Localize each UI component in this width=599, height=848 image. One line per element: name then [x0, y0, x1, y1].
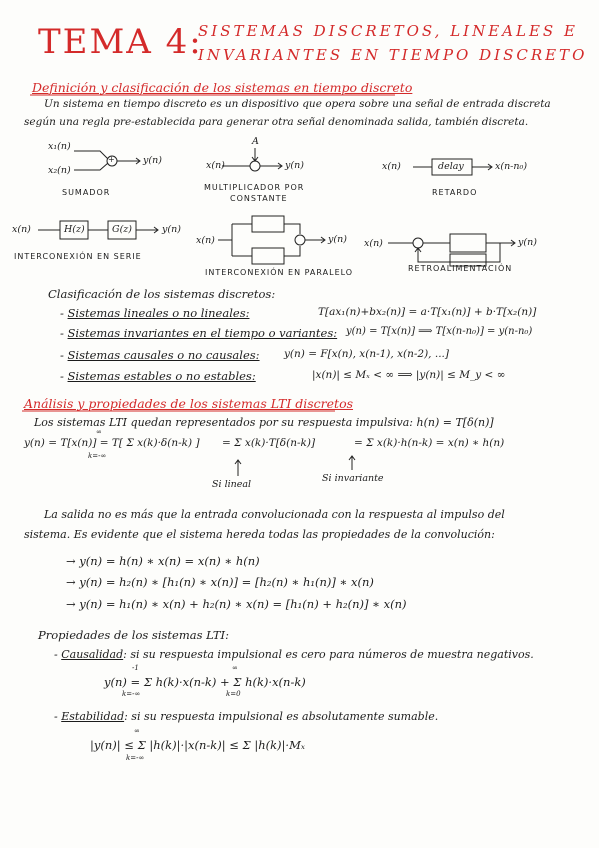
conv-right: = Σ x(k)·h(n-k) = x(n) ∗ h(n) [354, 437, 505, 449]
causalidad-label: Causalidad [61, 648, 124, 661]
conv-sum1-bottom: k=-∞ [88, 452, 107, 460]
estabilidad-line: - Estabilidad: si su respuesta impulsional es absolutamente sumable. [54, 710, 439, 723]
conv-mid: = Σ x(k)·T[δ(n-k)] [222, 437, 316, 449]
lti-props-heading: Propiedades de los sistemas LTI: [38, 628, 229, 642]
serie-box2: G(z) [112, 224, 133, 235]
section1-intro-line1: Un sistema en tiempo discreto es un dispositivo que opera sobre una señal de entrada discreta [44, 98, 551, 110]
conv-prop-2-text: y(n) = h₂(n) ∗ [h₁(n) ∗ x(n)] = [h₂(n) ∗ h₁(n)] ∗ x(n) [79, 575, 374, 589]
section2-heading: Análisis y propiedades de los sistemas LTI discretos [24, 396, 354, 411]
class-item-invariant-name: Sistemas invariantes en el tiempo o variantes: [67, 326, 338, 340]
causalidad-sum1-top: -1 [132, 664, 139, 672]
class-item-stable-formula: |x(n)| ≤ Mₓ < ∞ ⟹ |y(n)| ≤ M_y < ∞ [312, 369, 506, 381]
class-item-linear-name: Sistemas lineales o no lineales: [67, 306, 250, 320]
conv-prop-3: → y(n) = h₁(n) ∗ x(n) + h₂(n) ∗ x(n) = [h₁(n) + h₂(n)] ∗ x(n) [66, 597, 407, 611]
retro-output: y(n) [518, 237, 537, 248]
class-item-causal-name: Sistemas causales o no causales: [67, 348, 260, 362]
estabilidad-label: Estabilidad [61, 710, 125, 723]
retardo-label: RETARDO [432, 188, 478, 197]
section2-para-line1: La salida no es más que la entrada convolucionada con la respuesta al impulso del [44, 508, 505, 521]
note-si-lineal: Si lineal [212, 479, 252, 490]
title-line-1: SISTEMAS DISCRETOS, LINEALES E [198, 22, 578, 40]
classification-heading: Clasificación de los sistemas discretos: [48, 287, 276, 301]
paralelo-output: y(n) [328, 234, 347, 245]
estabilidad-equation: |y(n)| ≤ Σ |h(k)|·|x(n-k)| ≤ Σ |h(k)|·Mₓ [90, 738, 305, 752]
multiplicador-label-1: MULTIPLICADOR POR [204, 183, 305, 192]
conv-prop-2: → y(n) = h₂(n) ∗ [h₁(n) ∗ x(n)] = [h₂(n) ∗ h₁(n)] ∗ x(n) [66, 575, 374, 589]
sumador-input1: x₁(n) [48, 141, 71, 152]
causalidad-sum2-top: ∞ [232, 664, 238, 672]
estabilidad-sum1-bottom: k=-∞ [126, 754, 145, 762]
serie-box1: H(z) [64, 224, 85, 235]
class-item-linear-formula: T[ax₁(n)+bx₂(n)] = a·T[x₁(n)] + b·T[x₂(n)] [318, 306, 537, 318]
retardo-input: x(n) [382, 161, 401, 172]
causalidad-text: : si su respuesta impulsional es cero para números de muestra negativos. [123, 648, 534, 661]
sumador-output: y(n) [143, 155, 162, 166]
conv-prop-1: → y(n) = h(n) ∗ x(n) = x(n) ∗ h(n) [66, 554, 260, 568]
causalidad-equation: y(n) = Σ h(k)·x(n-k) + Σ h(k)·x(n-k) [104, 675, 306, 689]
multiplicador-output: y(n) [285, 160, 304, 171]
retro-input: x(n) [364, 238, 383, 249]
multiplicador-gain: A [252, 136, 259, 147]
multiplicador-label-2: CONSTANTE [230, 194, 288, 203]
estabilidad-text: : si su respuesta impulsional es absolutamente sumable. [124, 710, 439, 723]
serie-output: y(n) [162, 224, 181, 235]
sumador-plus-sign: + [108, 155, 115, 164]
section1-intro-line2: según una regla pre-establecida para generar otra señal denominada salida, también discreta. [24, 116, 529, 128]
note-si-invariante: Si invariante [322, 473, 384, 484]
class-item-stable-name: Sistemas estables o no estables: [67, 369, 256, 383]
page-title: TEMA 4: [38, 22, 203, 62]
conv-sum1-top: ∞ [96, 428, 102, 436]
causalidad-sum1-bottom: k=-∞ [122, 690, 141, 698]
paralelo-label: INTERCONEXIÓN EN PARALELO [205, 268, 354, 277]
retardo-box: delay [438, 161, 464, 172]
section2-intro: Los sistemas LTI quedan representados por su respuesta impulsiva: h(n) = T[δ(n)] [34, 416, 494, 429]
class-item-causal: - Sistemas causales o no causales: [60, 348, 260, 362]
retro-label: RETROALIMENTACIÓN [408, 264, 513, 273]
estabilidad-sum1-top: ∞ [134, 727, 140, 735]
class-item-invariant-formula: y(n) = T[x(n)] ⟹ T[x(n-n₀)] = y(n-n₀) [346, 326, 533, 337]
paralelo-input: x(n) [196, 235, 215, 246]
class-item-linear: - Sistemas lineales o no lineales: [60, 306, 250, 320]
class-item-invariant: - Sistemas invariantes en el tiempo o variantes: [60, 326, 338, 340]
causalidad-sum2-bottom: k=0 [226, 690, 241, 698]
retardo-output: x(n-n₀) [495, 161, 528, 172]
multiplicador-input: x(n) [206, 160, 225, 171]
section2-para-line2: sistema. Es evidente que el sistema hereda todas las propiedades de la convolución: [24, 528, 495, 541]
conv-left: y(n) = T[x(n)] = T[ Σ x(k)·δ(n-k) ] [24, 437, 200, 449]
serie-label: INTERCONEXIÓN EN SERIE [14, 252, 142, 261]
causalidad-line: - Causalidad: si su respuesta impulsional es cero para números de muestra negativos. [54, 648, 534, 661]
section1-heading: Definición y clasificación de los sistemas en tiempo discreto [32, 80, 413, 95]
conv-prop-3-text: y(n) = h₁(n) ∗ x(n) + h₂(n) ∗ x(n) = [h₁(n) + h₂(n)] ∗ x(n) [79, 597, 407, 611]
class-item-causal-formula: y(n) = F[x(n), x(n-1), x(n-2), ...] [284, 348, 449, 360]
title-line-2: INVARIANTES EN TIEMPO DISCRETO [198, 46, 588, 64]
sumador-input2: x₂(n) [48, 165, 71, 176]
conv-prop-1-text: y(n) = h(n) ∗ x(n) = x(n) ∗ h(n) [79, 554, 260, 568]
serie-input: x(n) [12, 224, 31, 235]
class-item-stable: - Sistemas estables o no estables: [60, 369, 256, 383]
sumador-label: SUMADOR [62, 188, 111, 197]
